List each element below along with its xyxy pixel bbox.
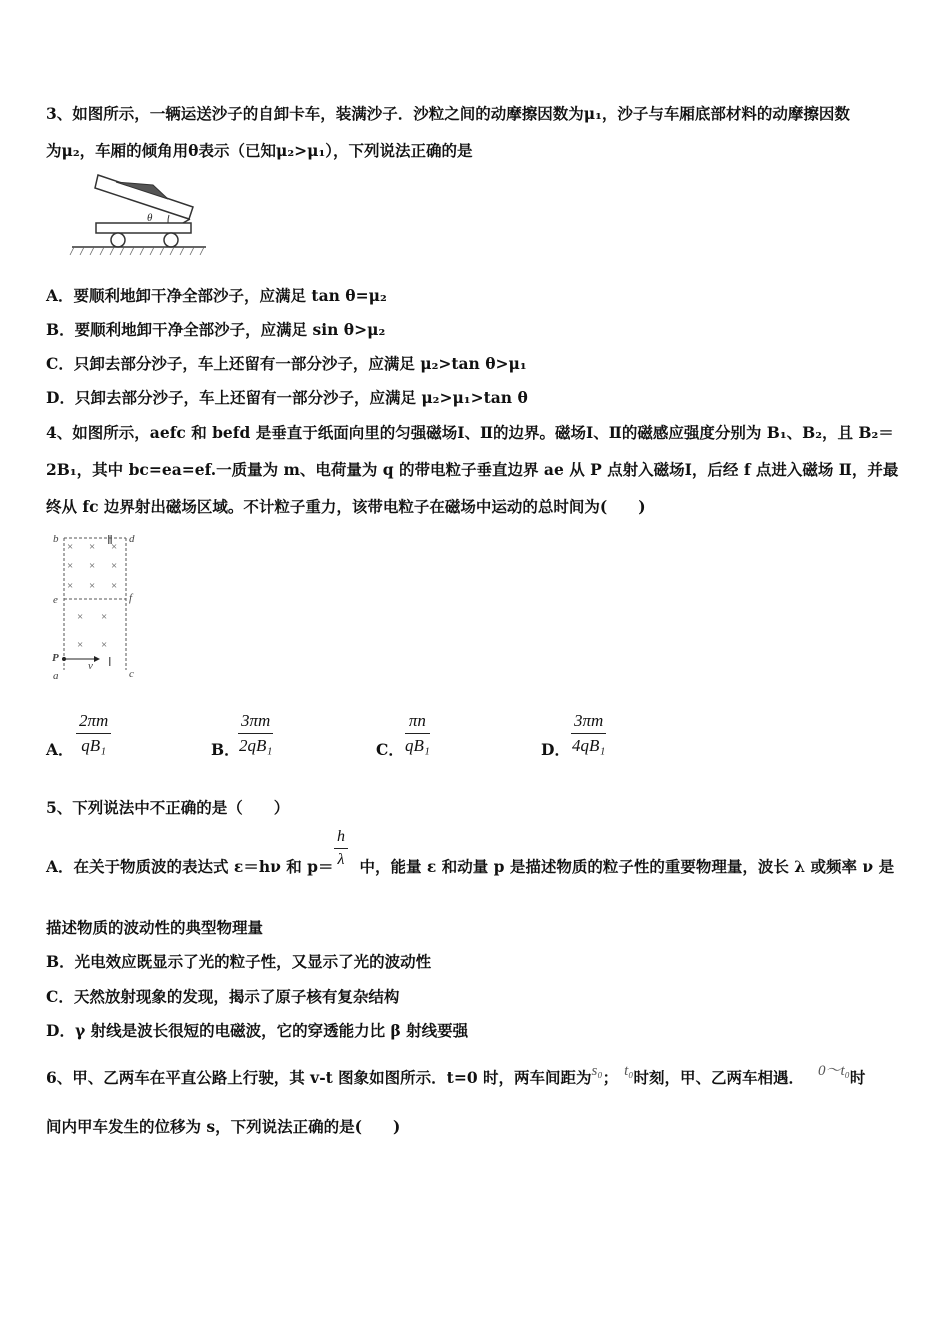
fraction-denominator: 4qB₁	[572, 736, 606, 755]
q3-option-b: B．要顺利地卸干净全部沙子，应满足 sin θ>μ₂	[46, 320, 386, 339]
fraction-numerator: πn	[408, 711, 426, 730]
q5-option-b: B．光电效应既显示了光的粒子性，又显示了光的波动性	[46, 952, 432, 971]
label-region-2: Ⅱ	[107, 533, 113, 547]
label-f: f	[129, 592, 133, 604]
label-b: b	[53, 533, 59, 545]
q5-option-c: C．天然放射现象的发现，揭示了原子核有复杂结构	[46, 987, 400, 1006]
q4-stem-line2: 2B₁，其中 bc=ea=ef.一质量为 m、电荷量为 q 的带电粒子垂直边界 ae 从 P 点射入磁场Ⅰ，后经 f 点进入磁场 Ⅱ，并最	[46, 460, 899, 479]
field-cross: ×	[77, 639, 84, 651]
q4-option-a-label: A．	[46, 740, 74, 759]
q4-stem-line3: 终从 fc 边界射出磁场区域。不计粒子重力，该带电粒子在磁场中运动的总时间为( )	[46, 497, 646, 516]
field-cross: ×	[77, 611, 84, 623]
label-a: a	[53, 670, 59, 682]
q6-stem-line1	[46, 1063, 866, 1088]
field-cross: ×	[67, 560, 74, 572]
q6-t0: t₀	[624, 1063, 634, 1079]
q5-option-a-part1: A．在关于物质波的表达式 ε＝hν 和 p＝	[46, 857, 334, 876]
fraction-numerator: 2πm	[79, 711, 109, 730]
q6-interval: 0～t₀	[818, 1063, 850, 1079]
q6-stem-line2: 间内甲车发生的位移为 s，下列说法正确的是( )	[46, 1117, 401, 1136]
q3-option-d: D．只卸去部分沙子，车上还留有一部分沙子，应满足 μ₂>μ₁>tan θ	[46, 388, 528, 407]
fraction-numerator: 3πm	[574, 711, 604, 730]
q5-option-a-line2: 描述物质的波动性的典型物理量	[46, 918, 264, 937]
label-e: e	[53, 594, 58, 606]
label-region-1: Ⅰ	[108, 655, 112, 669]
field-cross: ×	[111, 580, 118, 592]
q4-option-c-label: C．	[376, 740, 404, 759]
q4-option-d-fraction	[571, 711, 606, 756]
label-v: v	[88, 660, 93, 672]
q5-option-d: D．γ 射线是波长很短的电磁波，它的穿透能力比 β 射线要强	[46, 1021, 469, 1040]
truck-chassis	[96, 223, 191, 233]
fraction-denominator: λ	[337, 851, 345, 868]
label-c: c	[129, 668, 134, 680]
field-cross: ×	[111, 560, 118, 572]
q3-stem-line2: 为μ₂，车厢的倾角用θ表示（已知μ₂>μ₁），下列说法正确的是	[46, 141, 473, 160]
q4-option-b-label: B．	[211, 740, 240, 759]
q4-option-b-fraction	[238, 711, 273, 756]
field-cross: ×	[101, 639, 108, 651]
field-cross: ×	[89, 580, 96, 592]
fraction-denominator: 2qB₁	[239, 736, 273, 755]
dump-truck-figure	[68, 170, 208, 262]
rear-wheel	[164, 233, 178, 247]
label-p: P	[52, 652, 59, 664]
q5-stem: 5、下列说法中不正确的是（ ）	[46, 798, 290, 817]
field-cross: ×	[67, 580, 74, 592]
fraction-denominator: qB₁	[81, 736, 107, 755]
q5-option-a-part2: 中，能量 ε 和动量 p 是描述物质的粒子性的重要物理量，波长 λ 或频率 ν 是	[359, 857, 895, 876]
q6-s0: s₀	[591, 1063, 603, 1079]
field-cross: ×	[89, 560, 96, 572]
q5-option-a-line1	[46, 855, 894, 877]
field-cross: ×	[101, 611, 108, 623]
front-wheel	[111, 233, 125, 247]
q3-option-c: C．只卸去部分沙子，车上还留有一部分沙子，应满足 μ₂>tan θ>μ₁	[46, 354, 527, 373]
truck-bed	[95, 175, 193, 219]
theta-label: θ	[147, 212, 153, 224]
q3-stem-line1: 3、如图所示，一辆运送沙子的自卸卡车，装满沙子．沙粒之间的动摩擦因数为μ₁，沙子与车厢底部材料的动摩擦因数	[46, 104, 850, 123]
q6-part4: 时	[849, 1068, 866, 1087]
magnetic-field-figure	[46, 530, 146, 685]
q3-option-a: A．要顺利地卸干净全部沙子，应满足 tan θ=μ₂	[46, 286, 387, 305]
field-cross: ×	[89, 541, 96, 553]
q4-option-a-fraction	[76, 711, 111, 756]
field-cross: ×	[111, 541, 118, 553]
q4-option-c-fraction	[405, 711, 430, 756]
fraction-numerator: h	[337, 828, 345, 845]
fraction-denominator: qB₁	[405, 736, 430, 755]
q6-part3: 时刻，甲、乙两车相遇．	[633, 1068, 804, 1087]
field-cross: ×	[67, 541, 74, 553]
q5-momentum-fraction	[334, 828, 348, 869]
label-d: d	[129, 533, 135, 545]
fraction-numerator: 3πm	[241, 711, 271, 730]
q6-part2: ；	[602, 1068, 619, 1087]
q4-stem-line1: 4、如图所示，aefc 和 befd 是垂直于纸面向里的匀强磁场Ⅰ、Ⅱ的边界。磁场Ⅰ、Ⅱ的磁感应强度分别为 B₁、B₂，且 B₂＝	[46, 423, 894, 442]
q6-part1: 6、甲、乙两车在平直公路上行驶，其 v-t 图象如图所示．t=0 时，两车间距为	[46, 1068, 592, 1087]
q4-option-d-label: D．	[541, 740, 570, 759]
